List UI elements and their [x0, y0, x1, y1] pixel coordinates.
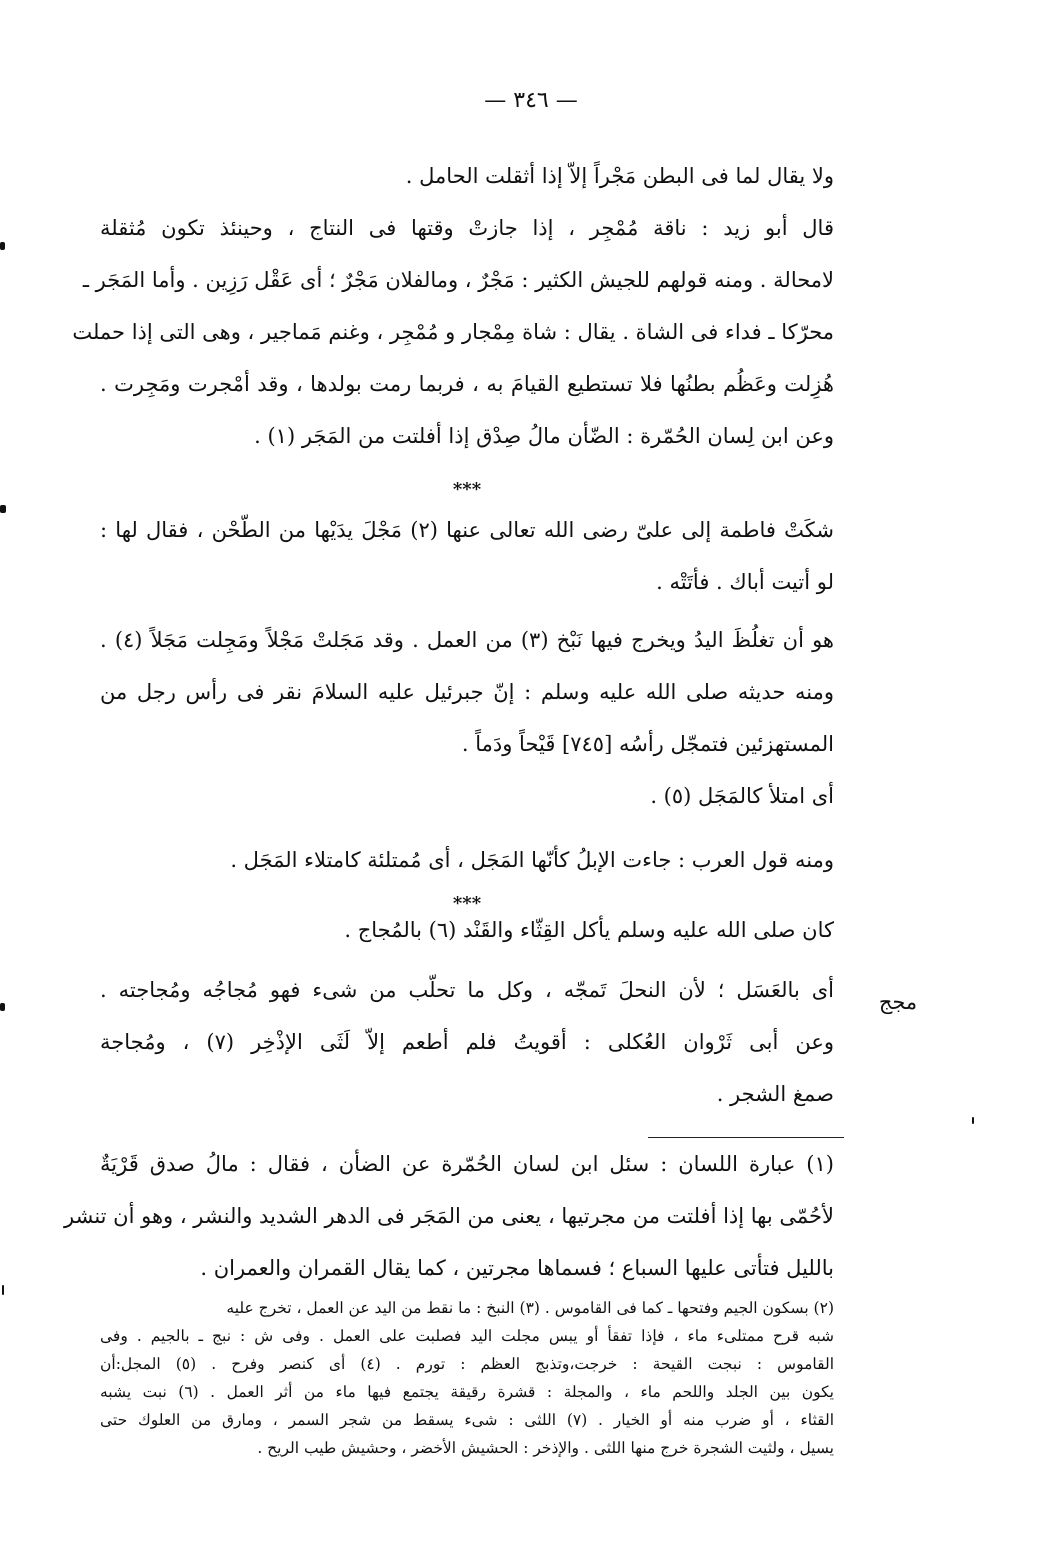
scan-edge-mark: [0, 1003, 5, 1011]
footnote-divider: [648, 1137, 844, 1138]
body-line: المستهزئين فتمجّل رأسُه [٧٤٥] قَيْحاً ودَماً .: [461, 732, 834, 756]
page-number: — ٣٤٦ —: [484, 88, 578, 113]
body-line: ومنه حديثه صلى الله عليه وسلم : إنّ جبرئيل عليه السلامَ نقر فى رأس رجل من: [100, 680, 834, 704]
footnote-line: (٢) بسكون الجيم وفتحها ـ كما فى القاموس . (٣) النبخ : ما نقط من اليد عن العمل ، تخرج عليه: [226, 1299, 834, 1317]
section-separator: ***: [452, 893, 482, 914]
body-line: لو أتيت أباك . فأتَتْه .: [656, 570, 834, 594]
scan-edge-mark: [2, 1285, 4, 1295]
body-line: ومنه قول العرب : جاءت الإبلُ كأنّها المَجَل ، أى مُمتلئة كامتلاء المَجَل .: [230, 848, 834, 872]
footnote-line: شبه قرح ممتلىء ماء ، فإذا تفقأ أو يبس مجلت اليد فصلبت على العمل . وفى ش : نبج ـ بالجيم . وفى: [100, 1327, 834, 1345]
body-line: قال أبو زيد : ناقة مُمْجِر ، إذا جازتْ وقتها فى النتاج ، وحينئذ تكون مُثقلة: [100, 216, 834, 240]
body-line: وعن ابن لِسان الحُمّرة : الضّأن مالُ صِدْق إذا أفلتت من المَجَر (١) .: [254, 424, 834, 448]
body-line: أى امتلأ كالمَجَل (٥) .: [650, 784, 834, 808]
section-separator: ***: [452, 479, 482, 500]
footnote-line: بالليل فتأتى عليها السباع ؛ فسماها مجرتين ، كما يقال القمران والعمران .: [200, 1256, 834, 1280]
scan-edge-mark: [0, 505, 6, 513]
scan-edge-mark: [0, 242, 5, 250]
footnote-line: يسيل ، ولثيت الشجرة خرج منها اللثى . والإذخر : الحشيش الأخضر ، وحشيش طيب الريح .: [257, 1439, 834, 1457]
margin-root-word: مجج: [878, 990, 918, 1014]
body-line: لامحالة . ومنه قولهم للجيش الكثير : مَجْرٌ ، ومالفلان مَجْرٌ ؛ أى عَقْل رَزِين . وأما المَجَر ـ: [82, 268, 834, 292]
body-line: أى بالعَسَل ؛ لأن النحلَ تَمجّه ، وكل ما تحلّب من شىء فهو مُجاجُه ومُجاجته .: [100, 978, 834, 1002]
body-line: كان صلى الله عليه وسلم يأكل القِثّاء والقَنْد (٦) بالمُجاج .: [344, 918, 834, 942]
footnote-line: (١) عبارة اللسان : سئل ابن لسان الحُمّرة عن الضأن ، فقال : مالُ صدق قَرْيَةٌ: [100, 1152, 834, 1176]
body-line: وعن أبى ثَرْوان العُكلى : أقويتُ فلم أطعم إلاّ لَثَى الإذْخِر (٧) ، ومُجاجة: [100, 1030, 835, 1054]
footnote-line: القثاء ، أو ضرب منه أو الخيار . (٧) اللثى : شىء يسقط من شجر السمر ، ومارق من العلوك حتى: [100, 1411, 834, 1429]
body-line: هو أن تغلُظَ اليدُ ويخرج فيها نَبْخ (٣) من العمل . وقد مَجَلتْ مَجْلاً ومَجِلت مَجَلاً (٤) .: [100, 628, 834, 652]
footnote-line: القاموس : نبجت القيحة : خرجت،وتذبج العظم : تورم . (٤) أى كنصر وفرح . (٥) المجل:أن: [100, 1355, 834, 1373]
body-line: شكَتْ فاطمة إلى علىّ رضى الله تعالى عنها (٢) مَجْلَ يدَيْها من الطّحْن ، فقال لها :: [100, 518, 834, 542]
scan-edge-mark: [972, 1117, 974, 1124]
body-line: ولا يقال لما فى البطن مَجْراً إلاّ إذا أثقلت الحامل .: [405, 164, 834, 188]
footnote-line: يكون بين الجلد واللحم ماء ، والمجلة : قشرة رقيقة يجتمع فيها ماء من أثر العمل . (٦) نبت يشبه: [100, 1383, 834, 1401]
body-line: محرّكا ـ فداء فى الشاة . يقال : شاة مِمْجار و مُمْجِر ، وغنم مَماجير ، وهى التى إذا حملت: [72, 320, 834, 344]
body-line: هُزِلت وعَظُم بطنُها فلا تستطيع القيامَ به ، فربما رمت بولدها ، وقد أمْجرت ومَجِرت .: [100, 372, 834, 396]
footnote-line: لأحُمّى بها إذا أفلتت من مجرتيها ، يعنى من المَجَر فى الدهر الشديد والنشر ، وهو أن تنشر: [64, 1204, 834, 1228]
body-line: صمغ الشجر .: [716, 1082, 834, 1106]
